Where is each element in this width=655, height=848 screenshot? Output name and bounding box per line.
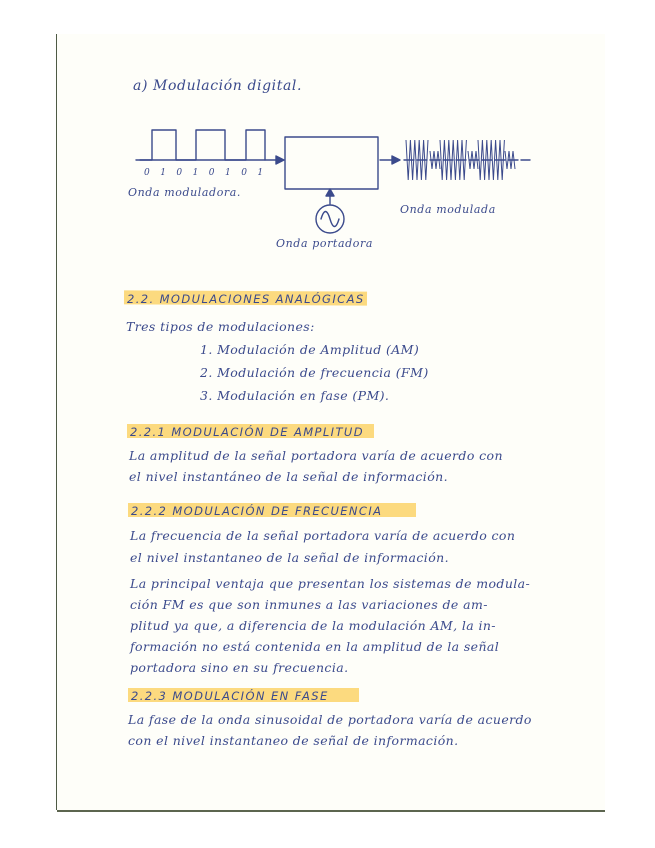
section-222-line-2: el nivel instantaneo de la señal de información. xyxy=(130,550,449,565)
section-221-heading: 2.2.1 MODULACIÓN DE AMPLITUD xyxy=(130,425,364,439)
section-222-para-line-2: ción FM es que son inmunes a las variaciones de am- xyxy=(130,597,488,612)
section-22-intro: Tres tipos de modulaciones: xyxy=(126,319,315,334)
section-223-line-1: La fase de la onda sinusoidal de portadora varía de acuerdo xyxy=(128,712,532,727)
section-223-heading: 2.2.3 MODULACIÓN EN FASE xyxy=(131,689,329,703)
bit-label: 0 xyxy=(176,168,183,178)
bit-label: 0 xyxy=(208,168,215,178)
section-221-line-2: el nivel instantáneo de la señal de información. xyxy=(129,469,448,484)
axis-arrow xyxy=(276,156,284,164)
bit-label: 1 xyxy=(160,168,166,178)
modulated-gap xyxy=(468,151,478,169)
modulated-gap xyxy=(430,151,440,169)
list-item-pm: 3. Modulación en fase (PM). xyxy=(200,388,390,403)
section-222-para-line-1: La principal ventaja que presentan los sistemas de modula- xyxy=(130,576,531,591)
section-a-title: a) Modulación digital. xyxy=(133,78,303,94)
bit-label: 0 xyxy=(241,168,247,178)
bit-label: 0 xyxy=(144,168,150,178)
section-222-para-line-4: formación no está contenida en la amplitud de la señal xyxy=(130,639,500,654)
modulated-wave xyxy=(406,140,515,180)
bit-label: 1 xyxy=(257,168,264,178)
list-item-am: 1. Modulación de Amplitud (AM) xyxy=(200,342,420,357)
modulating-wave-label: Onda moduladora. xyxy=(128,186,242,199)
modulated-wave-label: Onda modulada xyxy=(400,203,496,216)
square-wave xyxy=(140,130,265,160)
section-22-heading: 2.2. MODULACIONES ANALÓGICAS xyxy=(127,292,365,306)
section-221-line-1: La amplitud de la señal portadora varía de acuerdo con xyxy=(129,448,503,463)
bit-label: 1 xyxy=(192,168,199,178)
digital-modulation-diagram xyxy=(0,0,655,270)
section-223-line-2: con el nivel instantaneo de señal de información. xyxy=(128,733,459,748)
carrier-wave-label: Onda portadora xyxy=(276,237,373,250)
section-222-line-1: La frecuencia de la señal portadora varía de acuerdo con xyxy=(130,528,516,543)
section-222-para-line-3: plitud ya que, a diferencia de la modulación AM, la in- xyxy=(130,618,496,633)
section-222-heading: 2.2.2 MODULACIÓN DE FRECUENCIA xyxy=(131,504,383,518)
section-222-para-line-5: portadora sino en su frecuencia. xyxy=(130,660,349,675)
list-item-fm: 2. Modulación de frecuencia (FM) xyxy=(200,365,429,380)
modulator-box xyxy=(285,137,378,189)
modulated-gap xyxy=(505,151,515,169)
bit-label: 1 xyxy=(225,168,231,178)
